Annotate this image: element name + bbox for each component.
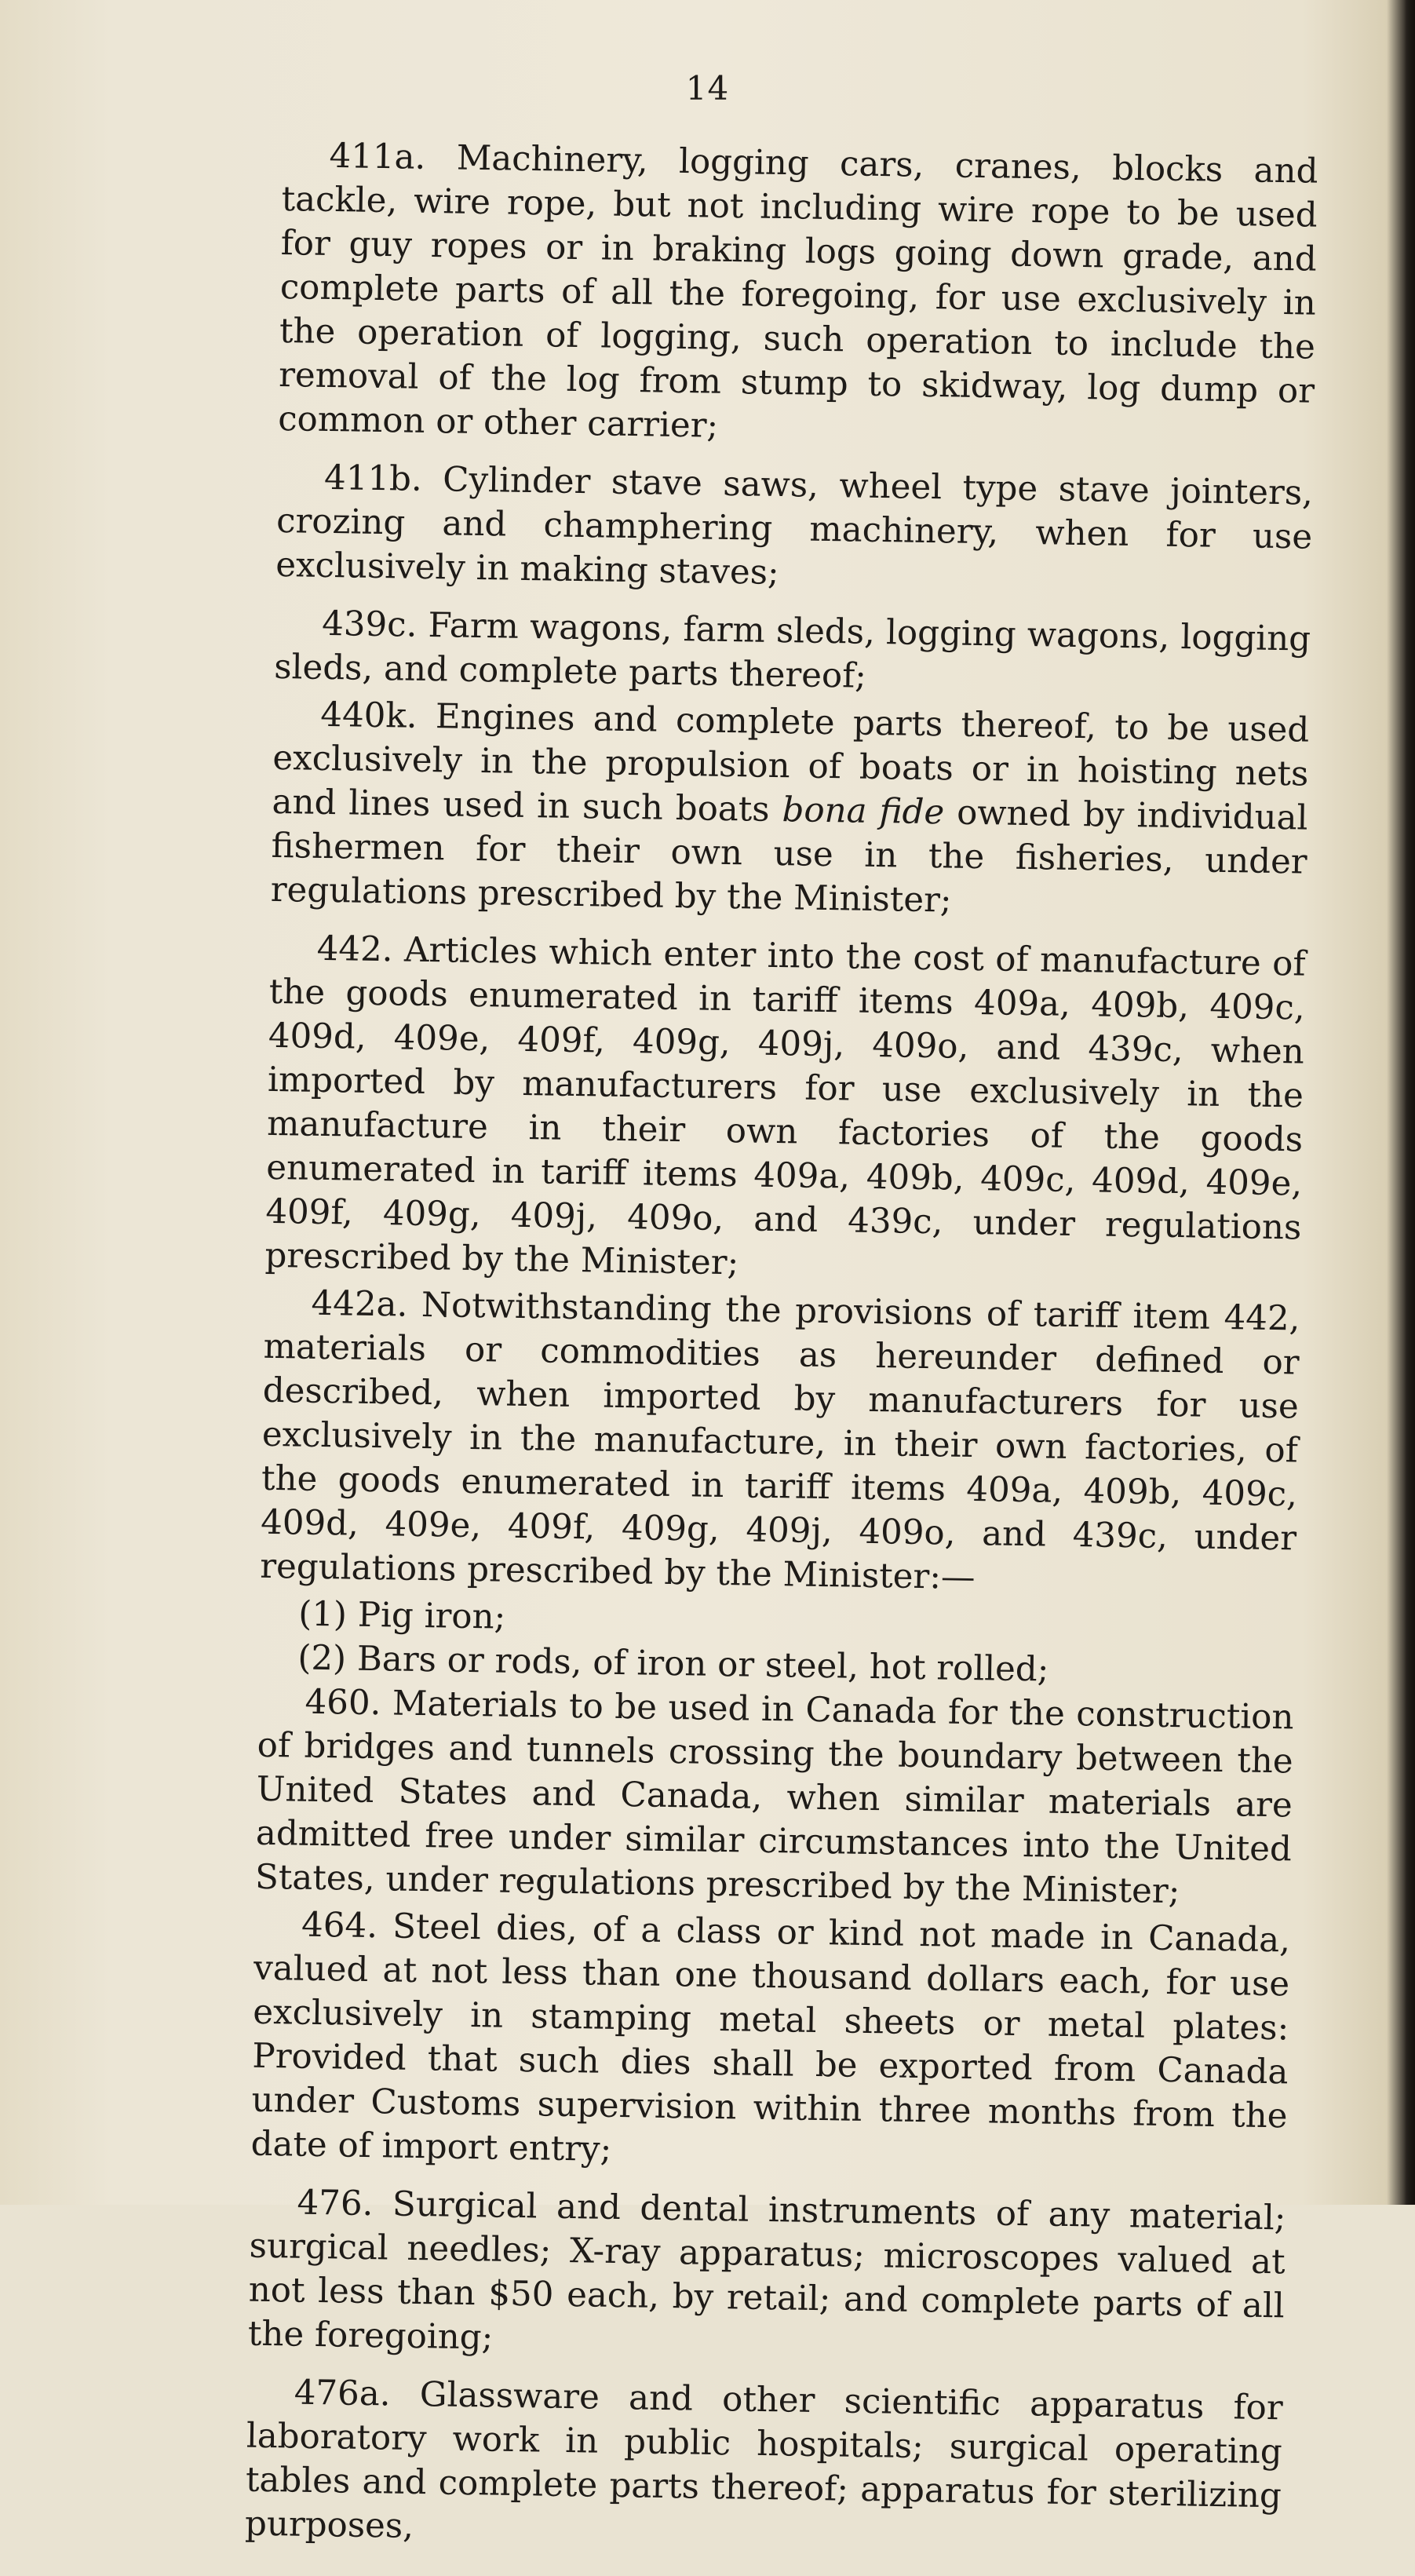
page-number: 14 xyxy=(685,69,730,108)
item-number: 411a. xyxy=(329,136,426,177)
paragraph-411b xyxy=(275,455,1313,604)
paragraph-442a xyxy=(260,1281,1300,1605)
paragraph-text: Surgical and dental instruments of any material; surgical needles; X-ray apparatus; microscopes valued at not less than $50 each, by retail; and complete parts of all the foregoing; xyxy=(247,2184,1286,2358)
subitem-text: Pig iron; xyxy=(357,1595,506,1637)
paragraph-411a xyxy=(278,133,1318,458)
item-number: 442a. xyxy=(311,1283,408,1325)
paragraph-text: Farm wagons, farm sleds, logging wagons, logging sleds, and complete parts thereof; xyxy=(273,605,1311,696)
paragraph-476a xyxy=(245,2370,1283,2563)
subitem-text: Bars or rods, of iron or steel, hot rolled; xyxy=(356,1639,1049,1690)
item-number: 440k. xyxy=(319,695,418,736)
item-number: 411b. xyxy=(323,458,423,499)
paragraph-text: Notwithstanding the provisions of tariff item 442, materials or commodities as hereunder defined or described, when imported by manufacturers for use exclusively in the manufacture, in their own factories, of the goods enumerated in tariff items 409a, 409b, 409c, 409d, 409e, 409f, 409g, 409j, 409o, and 439c, under regulations prescribed by the Minister:— xyxy=(259,1285,1300,1598)
paragraph-464 xyxy=(250,1903,1290,2183)
item-number: 460. xyxy=(305,1682,381,1724)
paragraph-italic-term: bona fide xyxy=(782,790,945,833)
paragraph-460 xyxy=(255,1680,1294,1916)
item-number: 464. xyxy=(301,1905,378,1947)
binding-shadow xyxy=(1404,0,1415,2205)
subitem-number: (1) xyxy=(297,1594,348,1635)
tariff-text-block xyxy=(244,133,1318,2576)
item-number: 439c. xyxy=(321,604,418,645)
paragraph-text-before: Engines and complete parts thereof, to be used exclusively in the propulsion of boats or in hoisting nets and lines used in such boats xyxy=(272,697,1310,830)
paragraph-text-after: owned by individual fishermen for their own use in the fisheries, under regulations prescribed by the Minister; xyxy=(270,793,1308,921)
item-number: 442. xyxy=(316,929,393,970)
paragraph-text: Glassware and other scientific apparatus for laboratory work in public hospitals; surgical operating tables and complete parts thereof; apparatus for sterilizing purposes, xyxy=(244,2375,1284,2546)
paragraph-text: Cylinder stave saws, wheel type stave jointers, crozing and champhering machinery, when for use exclusively in making staves; xyxy=(275,460,1314,593)
paragraph-442 xyxy=(264,926,1306,1294)
item-number: 476. xyxy=(297,2183,374,2224)
paragraph-text: Materials to be used in Canada for the construction of bridges and tunnels crossing the boundary between the United States and Canada, when similar materials are admitted free under similar circumstances into the United States, under regulations prescribed by the Minister; xyxy=(254,1684,1294,1912)
paragraph-text: Steel dies, of a class or kind not made in Canada, valued at not less than one thousand dollars each, for use exclusively in stamping metal sheets or metal plates: Provided that such dies shall be exported from Canada under Customs supervision within three months from the date of import entry; xyxy=(250,1906,1291,2169)
paragraph-text: Machinery, logging cars, cranes, blocks and tackle, wire rope, but not including wire rope to be used for guy ropes or in braking logs going down grade, and complete parts of all the foregoing, for use exclusively in the operation of logging, such operation to include the removal of the log from stump to skidway, log dump or common or other carrier; xyxy=(277,138,1318,446)
paragraph-text: Articles which enter into the cost of manufacture of the goods enumerated in tariff items 409a, 409b, 409c, 409d, 409e, 409f, 409g, 409j, 409o, and 439c, when imported by manufacturers for use exclusively in the manufacture in their own factories of the goods enumerated in tariff items 409a, 409b, 409c, 409d, 409e, 409f, 409g, 409j, 409o, and 439c, under regulations prescribed by the Minister; xyxy=(264,930,1306,1283)
paragraph-476 xyxy=(248,2180,1286,2373)
subitem-number: (2) xyxy=(297,1638,347,1679)
paragraph-439c xyxy=(274,601,1311,706)
item-number: 476a. xyxy=(294,2373,391,2414)
paragraph-440k xyxy=(270,692,1309,929)
